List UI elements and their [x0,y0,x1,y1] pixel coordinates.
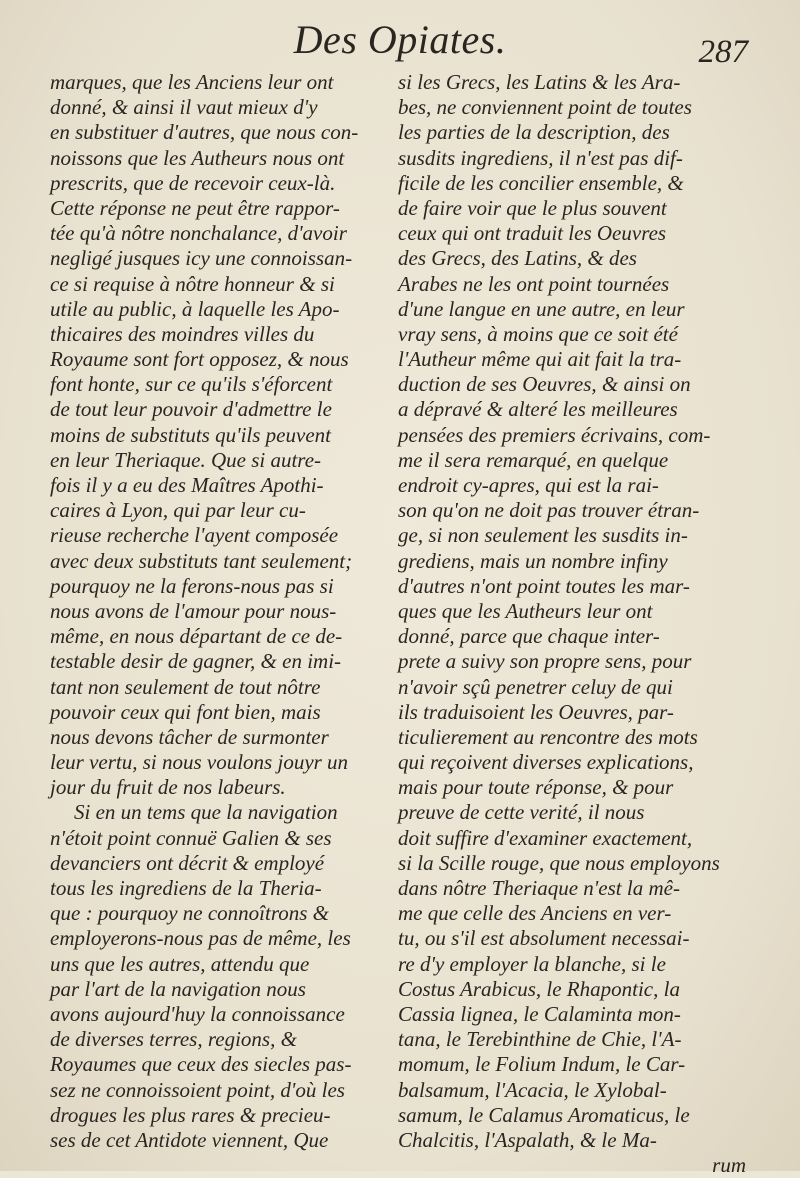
page-number: 287 [698,34,748,70]
text-line: n'avoir sçû penetrer celuy de qui [398,674,673,699]
text-line: donné, & ainsi il vaut mieux d'y [50,95,318,120]
text-line: ils traduisoient les Oeuvres, par- [398,699,674,724]
text-line: vray sens, à moins que ce soit été [398,321,678,346]
text-line: d'autres n'ont point toutes les mar- [398,573,690,598]
text-line: dans nôtre Theriaque n'est la mê- [398,876,680,900]
text-line: bes, ne conviennent point de toutes [398,95,692,120]
text-line: mais pour toute réponse, & pour [398,775,674,800]
text-line: ticulierement au rencontre des mots [398,724,698,749]
running-title: Des Opiates. [293,17,507,62]
text-line: preuve de cette verité, il nous [398,800,645,825]
text-line: Si en un tems que la navigation [74,800,338,825]
text-line: si les Grecs, les Latins & les Ara- [398,70,681,94]
text-line: re d'y employer la blanche, si le [398,951,666,976]
text-line: endroit cy-apres, qui est la rai- [398,473,659,497]
text-line: employerons-nous pas de même, les [50,926,351,951]
text-line: devanciers ont décrit & employé [50,850,325,875]
text-line: sez ne connoissoient point, d'où les [50,1077,345,1102]
text-line: tant non seulement de tout nôtre [50,674,321,699]
text-line: pensées des premiers écrivains, com- [398,422,711,447]
text-line: Royaume sont fort opposez, & nous [50,347,349,372]
text-line: tous les ingrediens de la Theria- [50,876,322,900]
text-line: fois il y a eu des Maîtres Apothi- [50,473,324,497]
text-line: me il sera remarqué, en quelque [398,447,669,472]
left-text-column [50,70,390,1153]
text-line: tu, ou s'il est absolument necessai- [398,926,690,951]
text-line: avec deux substituts tant seulement; [50,548,353,573]
text-line: pourquoy ne la ferons-nous pas si [50,573,334,598]
text-line: les parties de la description, des [398,120,670,145]
text-line: prete a suivy son propre sens, pour [398,649,692,674]
text-line: marques, que les Anciens leur ont [50,70,334,94]
text-line: si la Scille rouge, que nous employons [398,850,720,875]
text-line: font honte, sur ce qu'ils s'éforcent [50,372,333,397]
text-line: d'une langue en une autre, en leur [398,296,685,321]
text-line: de diverses terres, regions, & [50,1027,297,1052]
text-line: momum, le Folium Indum, le Car- [398,1052,686,1077]
text-line: testable desir de gagner, & en imi- [50,649,342,674]
catchword: rum [712,1153,746,1178]
text-line: que : pourquoy ne connoîtrons & [50,901,329,926]
text-line: ques que les Autheurs leur ont [398,598,653,623]
text-line: thicaires des moindres villes du [50,321,315,346]
text-line: de faire voir que le plus souvent [398,195,667,220]
text-line: en substituer d'autres, que nous con- [50,120,359,145]
text-line: noissons que les Autheurs nous ont [50,145,345,170]
text-line: caires à Lyon, qui par leur cu- [50,498,306,523]
text-line: prescrits, que de recevoir ceux-là. [50,170,336,195]
text-line: susdits ingrediens, il n'est pas dif- [398,145,683,170]
text-line: Chalcitis, l'Aspalath, & le Ma- [398,1127,657,1152]
text-line: tée qu'à nôtre nonchalance, d'avoir [50,221,347,246]
text-line: pouvoir ceux qui font bien, mais [50,699,321,724]
text-line: Costus Arabicus, le Rhapontic, la [398,976,680,1001]
text-line: moins de substituts qu'ils peuvent [50,422,331,447]
text-line: ce si requise à nôtre honneur & si [50,271,335,296]
text-line: Arabes ne les ont point tournées [398,271,670,296]
text-line: balsamum, l'Acacia, le Xylobal- [398,1077,667,1102]
text-line: l'Autheur même qui ait fait la tra- [398,347,682,372]
text-line: en leur Theriaque. Que si autre- [50,447,322,472]
text-line: ses de cet Antidote viennent, Que [50,1127,329,1152]
text-line: a dépravé & alteré les meilleures [398,397,678,422]
text-line: qui reçoivent diverses explications, [398,750,694,775]
text-line: uns que les autres, attendu que [50,951,310,976]
text-line: même, en nous départant de ce de- [50,624,343,649]
text-line: n'étoit point connuë Galien & ses [50,825,332,850]
text-line: Royaumes que ceux des siecles pas- [50,1052,352,1077]
text-line: tana, le Terebinthine de Chie, l'A- [398,1027,682,1052]
text-line: ficile de les concilier ensemble, & [398,170,684,195]
text-line: duction de ses Oeuvres, & ainsi on [398,372,691,397]
text-line: ge, si non seulement les susdits in- [398,523,688,548]
text-line: leur vertu, si nous voulons jouyr un [50,750,349,775]
text-line: negligé jusques icy une connoissan- [50,246,353,271]
text-line: drogues les plus rares & precieu- [50,1102,331,1127]
text-line: nous avons de l'amour pour nous- [50,598,337,623]
text-line: son qu'on ne doit pas trouver étran- [398,498,700,523]
text-line: grediens, mais un nombre infiny [398,548,668,573]
text-line: samum, le Calamus Aromaticus, le [398,1102,690,1127]
text-line: rieuse recherche l'ayent composée [50,523,339,548]
text-line: ceux qui ont traduit les Oeuvres [398,221,667,246]
text-line: me que celle des Anciens en ver- [398,901,672,926]
text-line: doit suffire d'examiner exactement, [398,825,693,850]
text-line: donné, parce que chaque inter- [398,624,660,649]
page-header [0,14,800,70]
text-line: Cette réponse ne peut être rappor- [50,195,340,220]
text-line: avons aujourd'huy la connoissance [50,1001,345,1026]
text-line: Cassia lignea, le Calaminta mon- [398,1001,681,1026]
text-line: des Grecs, des Latins, & des [398,246,637,271]
text-line: utile au public, à laquelle les Apo- [50,296,340,321]
text-line: par l'art de la navigation nous [50,976,306,1001]
right-text-column [398,70,754,1178]
text-line: de tout leur pouvoir d'admettre le [50,397,332,422]
text-line: nous devons tâcher de surmonter [50,724,329,749]
text-line: jour du fruit de nos labeurs. [50,775,286,800]
